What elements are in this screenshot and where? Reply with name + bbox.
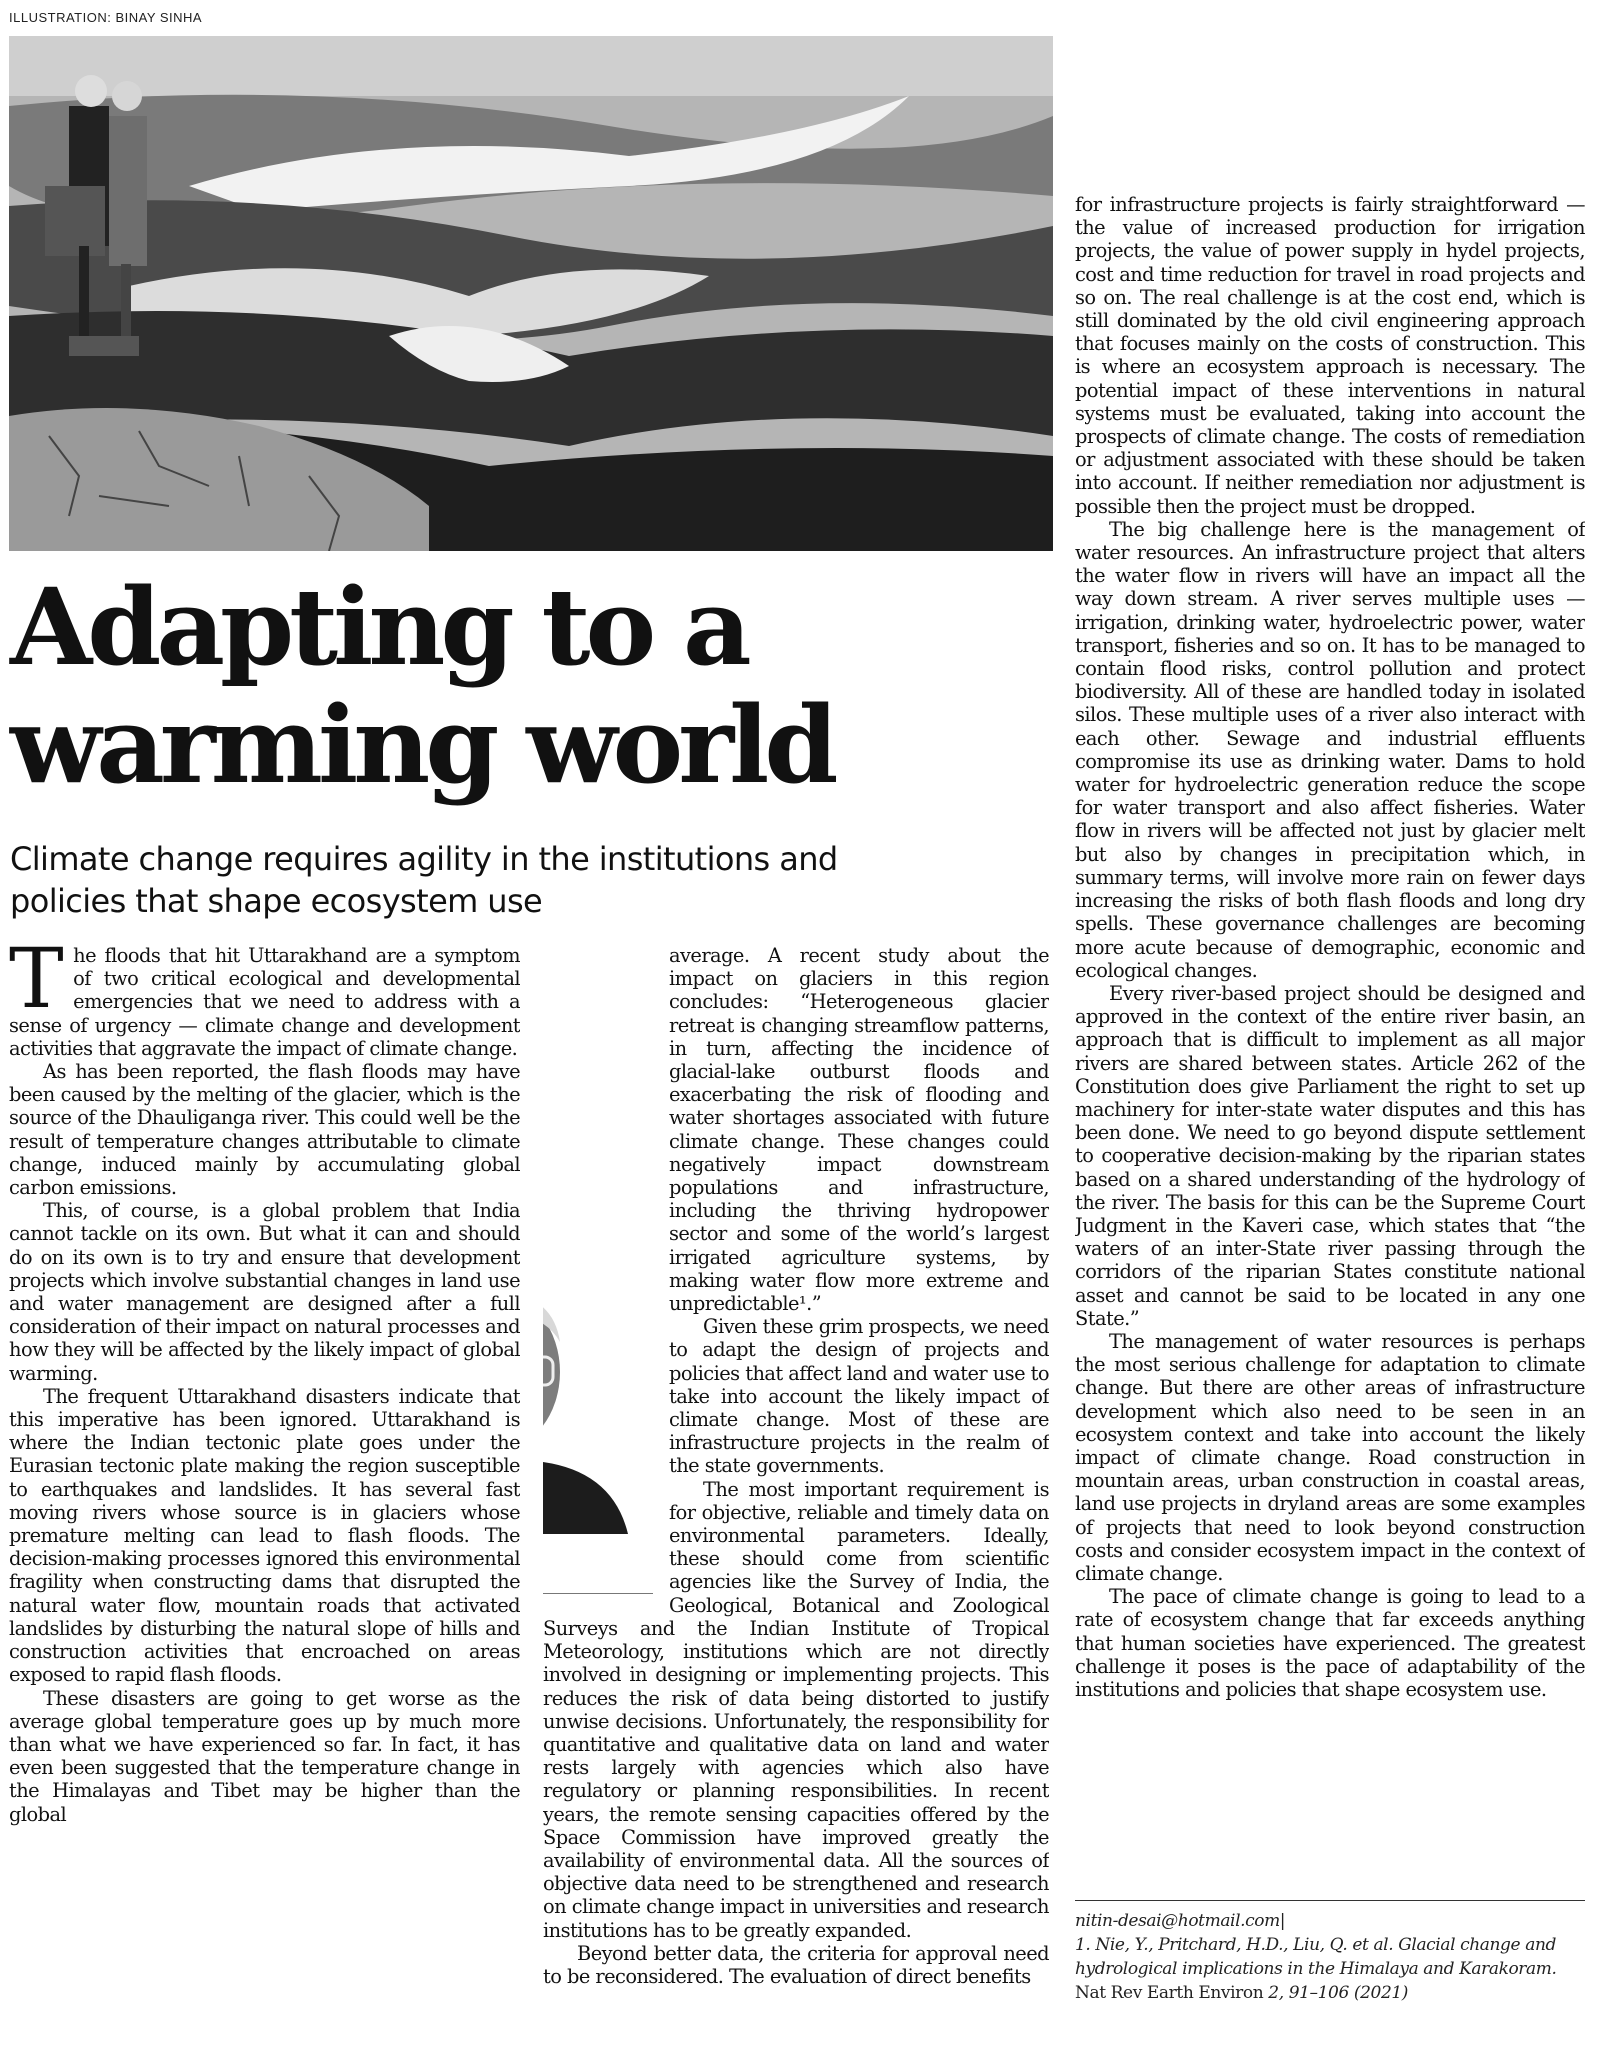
reference-1-volume: 2, 91–106 (2021): [1263, 1983, 1409, 2003]
illustration-icon: [9, 36, 1053, 551]
article-column-3: [1075, 193, 1585, 1890]
footnotes: [1075, 1900, 1585, 2005]
paragraph: This, of course, is a global problem that India cannot tackle on its own. But what it can and should do on its own is to try and ensure that development projects which involve substantial changes in land use and water management are designed after a full consideration of their impact on natural processes and how they will be affected by the likely impact of global warming.: [9, 1199, 520, 1385]
paragraph: Given these grim prospects, we need to adapt the design of projects and policies that affect land and water use to take into account the likely impact of climate change. Most of these are infrastructure projects in the realm of the state governments.: [669, 1315, 1049, 1478]
article-column-2: [543, 944, 1049, 2048]
paragraph: The frequent Uttarakhand disasters indicate that this imperative has been ignored. Uttarakhand is where the Indian tectonic plate goes under the Eurasian tectonic plate making the region susceptible to earthquakes and landslides. It has several fast moving rivers whose source is in glaciers whose premature melting can lead to flash floods. The decision-making processes ignored this environmental fragility when constructing dams that disrupted the natural water flow, mountain roads that activated landslides by disturbing the natural slope of hills and construction activities that encroached on areas exposed to rapid flash floods.: [9, 1384, 520, 1687]
reference-1-journal: Nat Rev Earth Environ: [1075, 1983, 1264, 2003]
author-photo-icon: [543, 1272, 653, 1534]
reference-1-text: 1. Nie, Y., Pritchard, H.D., Liu, Q. et al. Glacial change and hydrological implications in the Himalaya and Karakoram.: [1075, 1935, 1557, 1979]
paragraph-text: he floods that hit Uttarakhand are a symptom of two critical ecological and developmental emergencies that we need to address with a sense of urgency — climate change and development activities that aggravate the impact of climate change.: [9, 944, 520, 1060]
standfirst-line-1: Climate change requires agility in the institutions and: [10, 840, 838, 878]
author-photo: [543, 1272, 659, 1534]
paragraph: Beyond better data, the criteria for approval need to be reconsidered. The evaluation of direct benefits: [543, 1941, 1049, 1988]
paragraph: [9, 944, 520, 1060]
article-column-1: [9, 944, 520, 2048]
standfirst: [10, 838, 1060, 922]
illustration-credit: ILLUSTRATION: BINAY SINHA: [9, 10, 203, 25]
headline-line-1: Adapting to a: [10, 564, 747, 689]
headline: [10, 564, 1060, 807]
paragraph: for infrastructure projects is fairly straightforward — the value of increased production for irrigation projects, the value of power supply in hydel projects, cost and time reduction for travel in road projects and so on. The real challenge is at the cost end, which is still dominated by the old civil engineering approach that focuses mainly on the costs of construction. This is where an ecosystem approach is necessary. The potential impact of these interventions in natural systems must be evaluated, taking into account the prospects of climate change. The costs of remediation or adjustment associated with these should be taken into account. If neither remediation nor adjustment is possible then the project must be dropped.: [1075, 193, 1585, 518]
paragraph: The most important requirement is for objective, reliable and timely data on environmental parameters. Ideally, these should come from scientific agencies like the Survey of India, the Geological, Botanical and Zoological Surveys and the Indian Institute of Tropical Meteorology, institutions which are not directly involved in designing or implementing projects. This reduces the risk of data being distorted to justify unwise decisions. Unfortunately, the responsibility for quantitative and qualitative data on land and water rests largely with agencies which also have regulatory or planning responsibilities. In recent years, the remote sensing capacities offered by the Space Commission have improved greatly the availability of environmental data. All the sources of objective data need to be strengthened and research on climate change impact in universities and research institutions has to be greatly expanded.: [543, 1477, 1049, 1942]
author-portrait: [543, 1272, 653, 1594]
paragraph: The pace of climate change is going to lead to a rate of ecosystem change that far exceeds anything that human societies have experienced. The greatest challenge it poses is the pace of adaptability of the institutions and policies that shape ecosystem use.: [1075, 1585, 1585, 1701]
drop-cap: T: [9, 944, 64, 1027]
paragraph: The management of water resources is perhaps the most serious challenge for adaptation to climate change. But there are other areas of infrastructure development which also need to be seen in an ecosystem context and take into account the likely impact of climate change. Road construction in mountain areas, urban construction in coastal areas, land use projects in dryland areas are some examples of projects that need to look beyond construction costs and consider ecosystem impact in the context of climate change.: [1075, 1329, 1585, 1585]
author-email: nitin-desai@hotmail.com|: [1075, 1911, 1286, 1931]
paragraph: Every river-based project should be designed and approved in the context of the entire river basin, an approach that is difficult to implement as all major rivers are shared between states. Article 262 of the Constitution does give Parliament the right to set up machinery for inter-state water disputes and this has been done. We need to go beyond dispute settlement to cooperative decision-making by the riparian states based on a shared understanding of the hydrology of the river. The basis for this can be the Supreme Court Judgment in the Kaveri case, which states that “the waters of an inter-State river passing through the corridors of the riparian States constitute national asset and cannot be said to be located in any one State.”: [1075, 981, 1585, 1330]
reference-1: [1075, 1933, 1585, 2005]
standfirst-line-2: policies that shape ecosystem use: [10, 882, 543, 920]
article-illustration: [9, 36, 1053, 551]
headline-line-2: warming world: [10, 682, 834, 807]
paragraph: average. A recent study about the impact on glaciers in this region concludes: “Heterogeneous glacier retreat is changing streamflow patterns, in turn, affecting the incidence of glacial-lake outburst floods and exacerbating the risk of flooding and water shortages associated with future climate change. These changes could negatively impact downstream populations and infrastructure, including the thriving hydropower sector and some of the world’s largest irrigated agriculture systems, by making water flow more extreme and unpredictable¹.”: [669, 944, 1049, 1316]
paragraph: The big challenge here is the management of water resources. An infrastructure project that alters the water flow in rivers will have an impact all the way down stream. A river serves multiple uses — irrigation, drinking water, hydroelectric power, water transport, fisheries and so on. It has to be managed to contain flood risks, control pollution and protect biodiversity. All of these are handled today in isolated silos. These multiple uses of a river also interact with each other. Sewage and industrial effluents compromise its use as drinking water. Dams to hold water for hydroelectric generation reduce the scope for water transport and also affect fisheries. Water flow in rivers will be affected not just by glacier melt but also by changes in precipitation which, in summary terms, will involve more rain on fewer days increasing the risks of both flash floods and long dry spells. These governance challenges are becoming more acute because of demographic, economic and ecological changes.: [1075, 517, 1585, 982]
paragraph: As has been reported, the flash floods may have been caused by the melting of the glacier, which is the source of the Dhauliganga river. This could well be the result of temperature changes attributable to climate change, induced mainly by accumulating global carbon emissions.: [9, 1060, 520, 1200]
paragraph: These disasters are going to get worse as the average global temperature goes up by much more than what we have experienced so far. In fact, it has even been suggested that the temperature change in the Himalayas and Tibet may be higher than the global: [9, 1686, 520, 1826]
